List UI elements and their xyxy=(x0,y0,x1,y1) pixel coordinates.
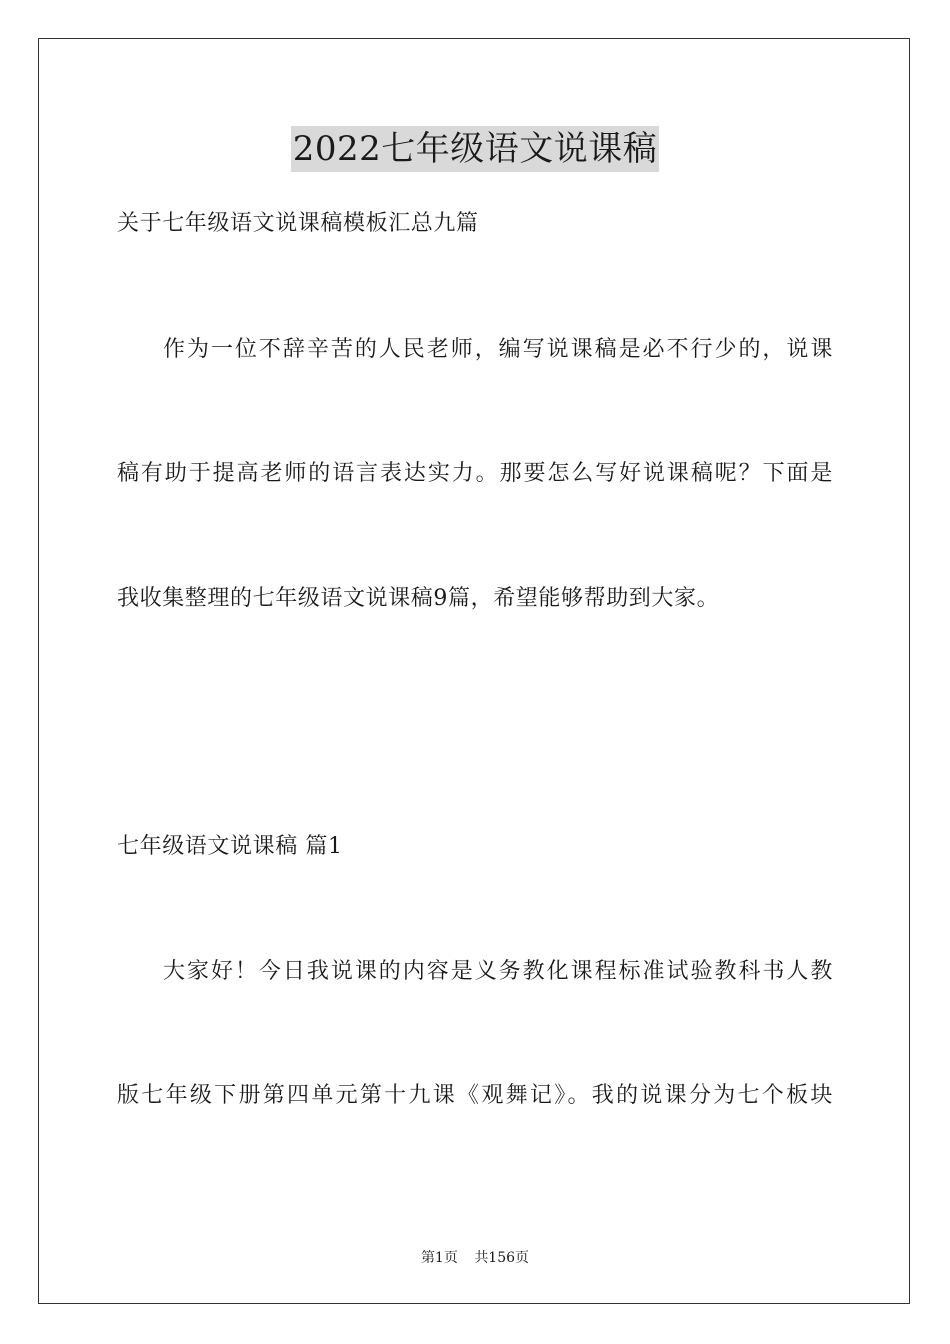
page-footer xyxy=(0,1248,950,1268)
document-subtitle: 关于七年级语文说课稿模板汇总九篇 xyxy=(117,211,479,236)
section-line-1: 大家好！今日我说课的内容是义务教化课程标准试验教科书人教 xyxy=(163,959,833,984)
section-heading: 七年级语文说课稿 篇1 xyxy=(117,834,343,859)
intro-line-1: 作为一位不辞辛苦的人民老师，编写说课稿是必不行少的，说课 xyxy=(163,337,833,362)
title-container xyxy=(0,126,950,172)
document-title: 2022七年级语文说课稿 xyxy=(291,126,660,172)
section-line-2: 版七年级下册第四单元第十九课《观舞记》。我的说课分为七个板块 xyxy=(117,1083,833,1108)
intro-line-2: 稿有助于提高老师的语言表达实力。那要怎么写好说课稿呢？下面是 xyxy=(117,461,833,486)
intro-line-3: 我收集整理的七年级语文说课稿9篇，希望能够帮助到大家。 xyxy=(117,586,720,611)
page-number-total: 共156页 xyxy=(474,1250,530,1266)
page-number-current: 第1页 xyxy=(420,1250,458,1266)
